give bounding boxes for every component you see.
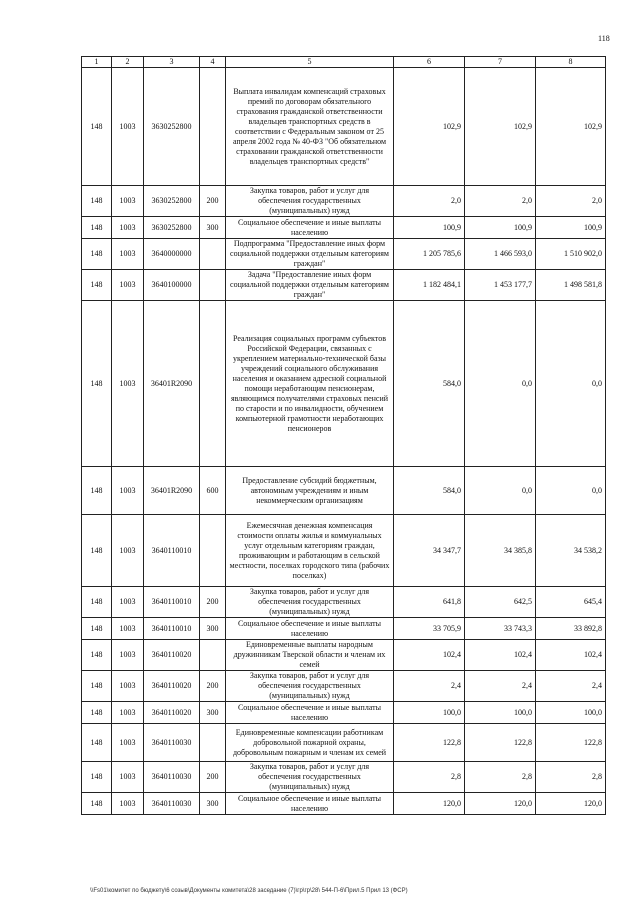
- table-row: [82, 671, 606, 702]
- budget-table: [81, 56, 606, 815]
- expense-type-cell: [200, 640, 226, 671]
- code-cell: 148: [82, 515, 112, 587]
- amount-cell: 0,0: [536, 467, 606, 515]
- description-cell: Закупка товаров, работ и услуг для обеспечения государственных (муниципальных) нужд: [226, 762, 394, 793]
- amount-cell: 584,0: [394, 467, 465, 515]
- section-cell: 1003: [112, 793, 144, 815]
- amount-cell: 100,9: [536, 217, 606, 239]
- amount-cell: 645,4: [536, 587, 606, 618]
- table-row: [82, 515, 606, 587]
- table-row: [82, 467, 606, 515]
- table-row: [82, 618, 606, 640]
- expense-type-cell: [200, 724, 226, 762]
- amount-cell: 1 182 484,1: [394, 270, 465, 301]
- description-cell: Единовременные выплаты народным дружинникам Тверской области и членам их семей: [226, 640, 394, 671]
- expense-type-cell: [200, 515, 226, 587]
- description-cell: Закупка товаров, работ и услуг для обеспечения государственных (муниципальных) нужд: [226, 671, 394, 702]
- description-cell: Социальное обеспечение и иные выплаты населению: [226, 702, 394, 724]
- section-cell: 1003: [112, 515, 144, 587]
- target-article-cell: 3630252800: [144, 68, 200, 186]
- column-header: 2: [112, 57, 144, 68]
- column-header: 6: [394, 57, 465, 68]
- code-cell: 148: [82, 186, 112, 217]
- expense-type-cell: 300: [200, 702, 226, 724]
- section-cell: 1003: [112, 270, 144, 301]
- column-header: 1: [82, 57, 112, 68]
- table-row: [82, 702, 606, 724]
- description-cell: Закупка товаров, работ и услуг для обеспечения государственных (муниципальных) нужд: [226, 587, 394, 618]
- section-cell: 1003: [112, 702, 144, 724]
- amount-cell: 33 705,9: [394, 618, 465, 640]
- amount-cell: 641,8: [394, 587, 465, 618]
- amount-cell: 102,4: [465, 640, 536, 671]
- target-article-cell: 3640110010: [144, 587, 200, 618]
- target-article-cell: 3640110020: [144, 702, 200, 724]
- description-cell: Ежемесячная денежная компенсация стоимости оплаты жилья и коммунальных услуг отдельным категориям граждан, проживающим и работающим в сельской местности, поселках городского типа (рабочих поселках): [226, 515, 394, 587]
- section-cell: 1003: [112, 467, 144, 515]
- table-row: [82, 762, 606, 793]
- code-cell: 148: [82, 68, 112, 186]
- amount-cell: 122,8: [394, 724, 465, 762]
- amount-cell: 1 498 581,8: [536, 270, 606, 301]
- amount-cell: 2,0: [536, 186, 606, 217]
- amount-cell: 102,9: [465, 68, 536, 186]
- expense-type-cell: [200, 270, 226, 301]
- table-row: [82, 68, 606, 186]
- section-cell: 1003: [112, 671, 144, 702]
- code-cell: 148: [82, 301, 112, 467]
- target-article-cell: 3640110030: [144, 793, 200, 815]
- expense-type-cell: 300: [200, 793, 226, 815]
- section-cell: 1003: [112, 640, 144, 671]
- section-cell: 1003: [112, 762, 144, 793]
- target-article-cell: 3640110020: [144, 640, 200, 671]
- page-number: 118: [598, 34, 610, 43]
- amount-cell: 0,0: [465, 467, 536, 515]
- amount-cell: 100,0: [465, 702, 536, 724]
- amount-cell: 120,0: [536, 793, 606, 815]
- target-article-cell: 3640100000: [144, 270, 200, 301]
- amount-cell: 100,0: [394, 702, 465, 724]
- amount-cell: 120,0: [394, 793, 465, 815]
- column-header: 8: [536, 57, 606, 68]
- expense-type-cell: 200: [200, 762, 226, 793]
- description-cell: Задача "Предоставление иных форм социальной поддержки отдельным категориям граждан": [226, 270, 394, 301]
- amount-cell: 102,4: [394, 640, 465, 671]
- expense-type-cell: [200, 239, 226, 270]
- code-cell: 148: [82, 793, 112, 815]
- table-row: [82, 217, 606, 239]
- amount-cell: 34 385,8: [465, 515, 536, 587]
- description-cell: Реализация социальных программ субъектов Российской Федерации, связанных с укреплением материально-технической базы учреждений социального обслуживания населения и оказанием адресной социальной помощи неработающим пенсионерам, являющимся получателями страховых пенсий по старости и по инвалидности, обучением компьютерной грамотности неработающих пенсионеров: [226, 301, 394, 467]
- amount-cell: 2,8: [536, 762, 606, 793]
- section-cell: 1003: [112, 618, 144, 640]
- expense-type-cell: 200: [200, 186, 226, 217]
- description-cell: Подпрограмма "Предоставление иных форм социальной поддержки отдельным категориям граждан": [226, 239, 394, 270]
- amount-cell: 0,0: [465, 301, 536, 467]
- table-header-row: [82, 57, 606, 68]
- description-cell: Единовременные компенсации работникам добровольной пожарной охраны, добровольным пожарным и членам их семей: [226, 724, 394, 762]
- amount-cell: 2,0: [394, 186, 465, 217]
- amount-cell: 120,0: [465, 793, 536, 815]
- amount-cell: 2,4: [465, 671, 536, 702]
- amount-cell: 102,4: [536, 640, 606, 671]
- column-header: 4: [200, 57, 226, 68]
- table-row: [82, 186, 606, 217]
- amount-cell: 100,9: [394, 217, 465, 239]
- table-row: [82, 724, 606, 762]
- target-article-cell: 3640110020: [144, 671, 200, 702]
- amount-cell: 100,9: [465, 217, 536, 239]
- target-article-cell: 36401R2090: [144, 301, 200, 467]
- amount-cell: 34 538,2: [536, 515, 606, 587]
- column-header: 7: [465, 57, 536, 68]
- section-cell: 1003: [112, 186, 144, 217]
- section-cell: 1003: [112, 301, 144, 467]
- amount-cell: 102,9: [536, 68, 606, 186]
- expense-type-cell: 300: [200, 217, 226, 239]
- column-header: 3: [144, 57, 200, 68]
- amount-cell: 2,8: [394, 762, 465, 793]
- amount-cell: 1 453 177,7: [465, 270, 536, 301]
- code-cell: 148: [82, 618, 112, 640]
- table-body: [82, 68, 606, 815]
- expense-type-cell: 300: [200, 618, 226, 640]
- description-cell: Социальное обеспечение и иные выплаты населению: [226, 618, 394, 640]
- column-header: 5: [226, 57, 394, 68]
- amount-cell: 584,0: [394, 301, 465, 467]
- code-cell: 148: [82, 587, 112, 618]
- amount-cell: 2,4: [394, 671, 465, 702]
- amount-cell: 2,8: [465, 762, 536, 793]
- description-cell: Социальное обеспечение и иные выплаты населению: [226, 217, 394, 239]
- amount-cell: 1 205 785,6: [394, 239, 465, 270]
- amount-cell: 0,0: [536, 301, 606, 467]
- table-row: [82, 270, 606, 301]
- target-article-cell: 3640110030: [144, 762, 200, 793]
- section-cell: 1003: [112, 68, 144, 186]
- expense-type-cell: 200: [200, 671, 226, 702]
- code-cell: 148: [82, 702, 112, 724]
- description-cell: Выплата инвалидам компенсаций страховых премий по договорам обязательного страхования гражданской ответственности владельцев транспортных средств в соответствии с Федеральным законом от 25 апреля 2002 года № 40-ФЗ "Об обязательном страховании гражданской ответственности владельцев транспортных средств": [226, 68, 394, 186]
- expense-type-cell: [200, 301, 226, 467]
- description-cell: Закупка товаров, работ и услуг для обеспечения государственных (муниципальных) нужд: [226, 186, 394, 217]
- target-article-cell: 3640110010: [144, 618, 200, 640]
- target-article-cell: 3640000000: [144, 239, 200, 270]
- amount-cell: 122,8: [536, 724, 606, 762]
- section-cell: 1003: [112, 217, 144, 239]
- amount-cell: 642,5: [465, 587, 536, 618]
- amount-cell: 2,4: [536, 671, 606, 702]
- table-row: [82, 587, 606, 618]
- target-article-cell: 3630252800: [144, 186, 200, 217]
- amount-cell: 33 743,3: [465, 618, 536, 640]
- description-cell: Предоставление субсидий бюджетным, автономным учреждениям и иным некоммерческим организациям: [226, 467, 394, 515]
- description-cell: Социальное обеспечение и иные выплаты населению: [226, 793, 394, 815]
- amount-cell: 34 347,7: [394, 515, 465, 587]
- amount-cell: 102,9: [394, 68, 465, 186]
- code-cell: 148: [82, 217, 112, 239]
- code-cell: 148: [82, 762, 112, 793]
- footer-file-path: \\Fs01\комитет по бюджету\6 созыв\Документы комитета\28 заседание (7)\гр\гр\28\ 544-П-6\Прил.5 Прил 13 (ФСР): [90, 888, 408, 894]
- code-cell: 148: [82, 671, 112, 702]
- amount-cell: 33 892,8: [536, 618, 606, 640]
- section-cell: 1003: [112, 724, 144, 762]
- target-article-cell: 3630252800: [144, 217, 200, 239]
- amount-cell: 2,0: [465, 186, 536, 217]
- target-article-cell: 3640110030: [144, 724, 200, 762]
- amount-cell: 1 466 593,0: [465, 239, 536, 270]
- code-cell: 148: [82, 239, 112, 270]
- code-cell: 148: [82, 270, 112, 301]
- table-row: [82, 301, 606, 467]
- expense-type-cell: 600: [200, 467, 226, 515]
- table-row: [82, 793, 606, 815]
- code-cell: 148: [82, 724, 112, 762]
- amount-cell: 1 510 902,0: [536, 239, 606, 270]
- amount-cell: 100,0: [536, 702, 606, 724]
- table-row: [82, 640, 606, 671]
- expense-type-cell: [200, 68, 226, 186]
- section-cell: 1003: [112, 587, 144, 618]
- section-cell: 1003: [112, 239, 144, 270]
- amount-cell: 122,8: [465, 724, 536, 762]
- code-cell: 148: [82, 640, 112, 671]
- code-cell: 148: [82, 467, 112, 515]
- expense-type-cell: 200: [200, 587, 226, 618]
- target-article-cell: 3640110010: [144, 515, 200, 587]
- table-row: [82, 239, 606, 270]
- target-article-cell: 36401R2090: [144, 467, 200, 515]
